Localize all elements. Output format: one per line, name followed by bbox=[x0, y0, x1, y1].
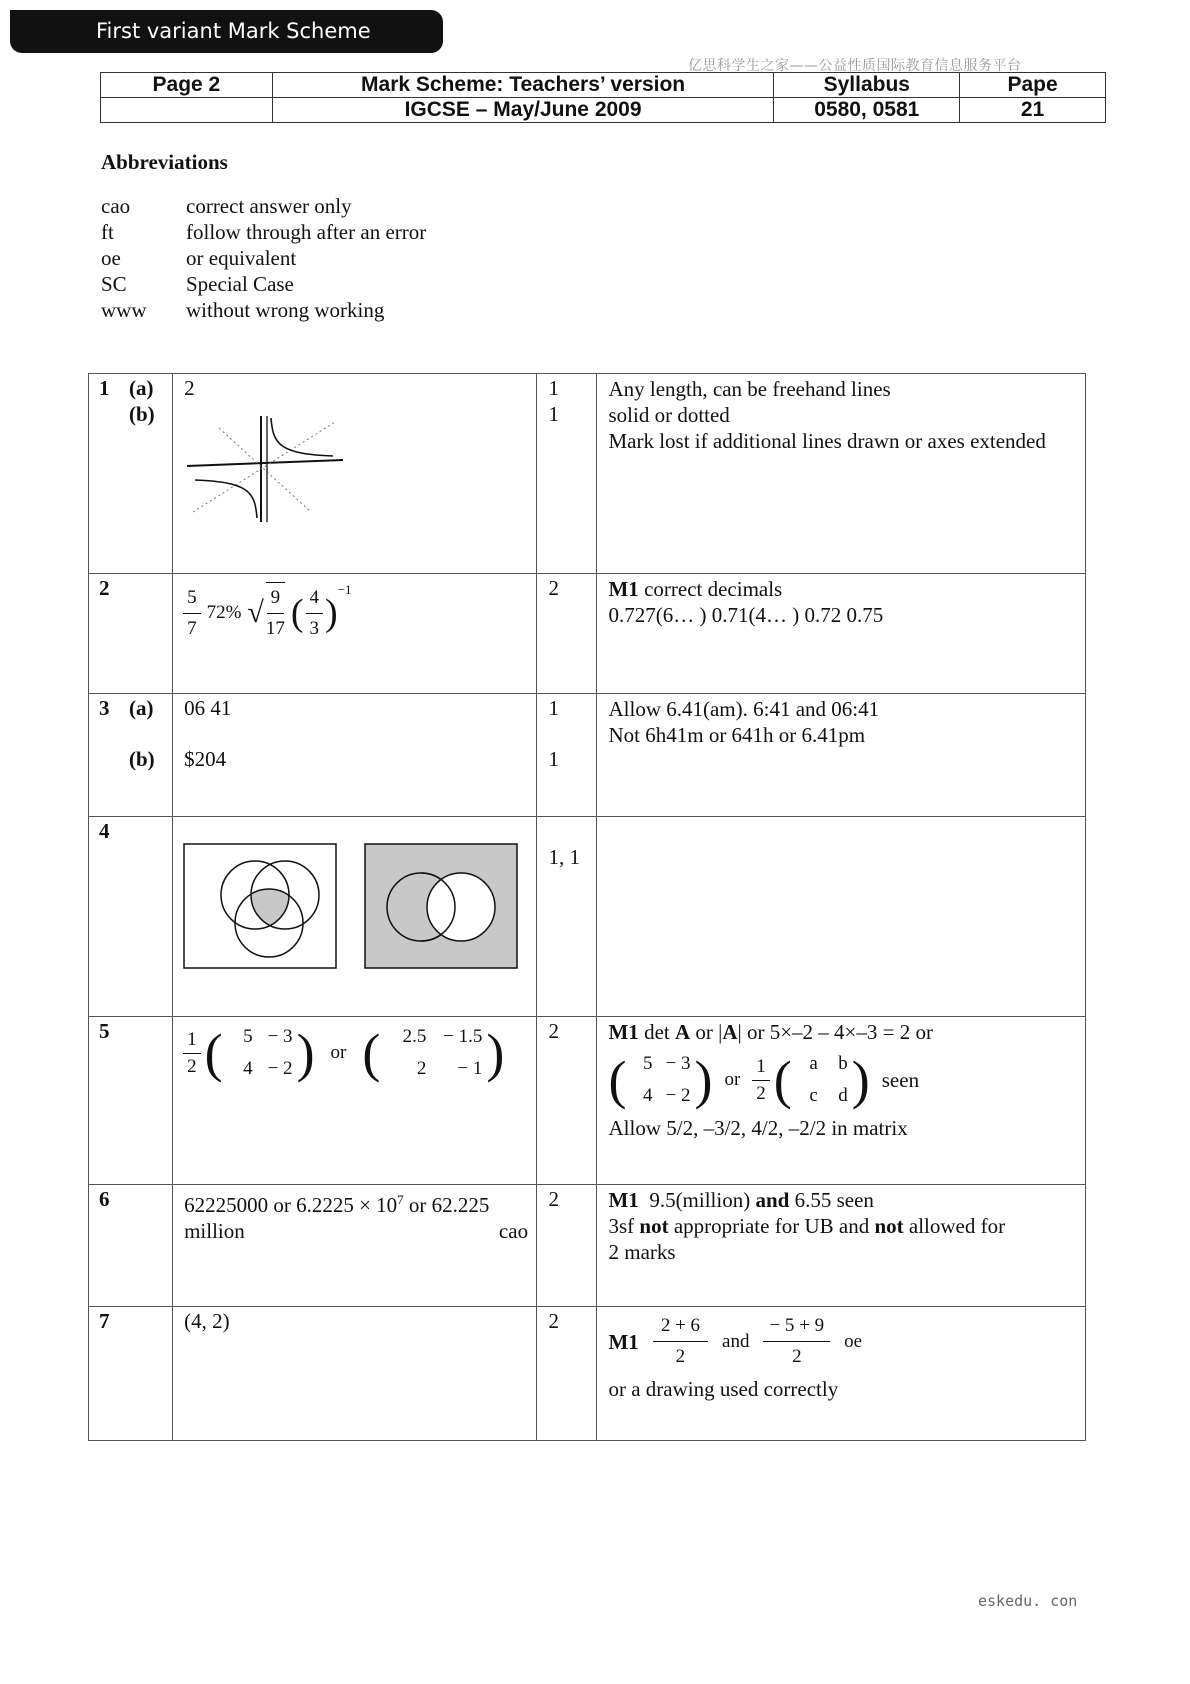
comment-line: or a drawing used correctly bbox=[608, 1377, 839, 1401]
fraction: $\frac{2 + 6}{2}$ bbox=[653, 1311, 708, 1372]
abbr-row bbox=[101, 245, 426, 271]
exam-session: IGCSE – May/June 2009 bbox=[272, 98, 774, 123]
question-number: 5 bbox=[99, 1019, 110, 1043]
abbr-value: or equivalent bbox=[186, 246, 297, 270]
comment-line: Any length, can be freehand lines bbox=[608, 377, 891, 401]
comment-cell bbox=[597, 374, 1086, 574]
comment-line: 2 marks bbox=[608, 1240, 676, 1264]
question-number: 4 bbox=[99, 819, 110, 843]
fraction: $\frac{5}{7}$ bbox=[183, 583, 201, 644]
variant-banner: First variant Mark Scheme bbox=[10, 10, 443, 53]
left-paren-icon: ( bbox=[290, 592, 304, 634]
left-paren-icon: ( bbox=[773, 1050, 792, 1110]
comment-cell bbox=[597, 574, 1086, 694]
comment-line: M1 9.5(million) and 6.55 seen bbox=[608, 1188, 874, 1212]
matrix: 5 − 3 4 − 2 bbox=[642, 1053, 691, 1106]
mark-cell bbox=[537, 1185, 597, 1307]
right-paren-icon: ) bbox=[325, 592, 338, 634]
order-answer bbox=[183, 582, 351, 644]
abbr-value: Special Case bbox=[186, 272, 294, 296]
left-paren-icon: ( bbox=[204, 1023, 223, 1083]
mark-cell bbox=[537, 1017, 597, 1185]
mark-value: 1, 1 bbox=[548, 845, 580, 869]
answer-cell bbox=[173, 694, 537, 817]
question-row-3 bbox=[89, 694, 1086, 817]
mark-value: 1 bbox=[548, 747, 559, 771]
question-row-4 bbox=[89, 817, 1086, 1017]
abbr-value: correct answer only bbox=[186, 194, 352, 218]
answer-cell bbox=[173, 1307, 537, 1441]
abbr-key: oe bbox=[101, 246, 121, 270]
mark-cell bbox=[537, 694, 597, 817]
comment-line: M1 det A or |A| or 5×–2 – 4×–3 = 2 or bbox=[608, 1020, 933, 1044]
mark-scheme-table bbox=[88, 373, 1086, 1441]
page-label: Page 2 bbox=[101, 73, 273, 98]
abbr-row bbox=[101, 271, 426, 297]
question-number: 2 bbox=[99, 576, 110, 600]
matrix: a b c d bbox=[809, 1053, 848, 1106]
header-empty bbox=[101, 98, 273, 123]
fraction: $\frac{1}{2}$ bbox=[752, 1054, 770, 1107]
abbr-value: follow through after an error bbox=[186, 220, 427, 244]
question-number: 6 bbox=[99, 1187, 110, 1211]
answer-cell bbox=[173, 574, 537, 694]
answer-cell bbox=[173, 817, 537, 1017]
mark-value: 1 bbox=[548, 376, 559, 400]
header-table bbox=[100, 72, 1106, 123]
right-paren-icon: ) bbox=[296, 1023, 315, 1083]
comment-cell bbox=[597, 1307, 1086, 1441]
mark-cell bbox=[537, 1307, 597, 1441]
fraction: $\frac{4}{3}$ bbox=[306, 583, 324, 644]
exponent: −1 bbox=[337, 582, 352, 597]
answer-text: 2 bbox=[184, 376, 195, 400]
part-label: (a) bbox=[129, 696, 154, 720]
question-number-cell bbox=[89, 374, 173, 574]
comment-line: Mark lost if additional lines drawn or axes extended bbox=[608, 429, 1046, 453]
abbr-key: SC bbox=[101, 272, 127, 296]
right-paren-icon: ) bbox=[851, 1050, 870, 1110]
comment-line: solid or dotted bbox=[608, 403, 730, 427]
mark-cell bbox=[537, 374, 597, 574]
venn-diagrams bbox=[183, 843, 523, 973]
syllabus-codes: 0580, 0581 bbox=[774, 98, 960, 123]
answer-cell bbox=[173, 1017, 537, 1185]
answer-line: million cao bbox=[184, 1219, 529, 1243]
abbr-row bbox=[101, 219, 426, 245]
question-number: 3 bbox=[99, 696, 110, 720]
comment-line: Allow 5/2, –3/2, 4/2, –2/2 in matrix bbox=[608, 1116, 908, 1140]
sqrt-icon: √ bbox=[247, 596, 264, 629]
question-number-cell bbox=[89, 574, 173, 694]
mark-cell bbox=[537, 817, 597, 1017]
answer-line: 62225000 or $6.2225 \times 10^7$ or 62.225 bbox=[184, 1192, 490, 1217]
comment-cell bbox=[597, 694, 1086, 817]
abbreviations-list bbox=[101, 193, 426, 323]
abbr-key: ft bbox=[101, 220, 114, 244]
question-number-cell bbox=[89, 1017, 173, 1185]
midpoint-formula: M1 $\frac{2 + 6}{2}$ and $\frac{- 5 + 9}{2}$ oe bbox=[608, 1311, 862, 1372]
mark-value: 1 bbox=[548, 696, 559, 720]
comment-line: Not 6h41m or 641h or 6.41pm bbox=[608, 723, 866, 747]
mark-value: 2 bbox=[548, 1019, 559, 1043]
left-paren-icon: ( bbox=[608, 1050, 627, 1110]
or-text: or bbox=[724, 1069, 741, 1090]
fraction: $\frac{9}{17}$ bbox=[266, 582, 285, 644]
answer-cell bbox=[173, 1185, 537, 1307]
hyperbola-sketch bbox=[183, 414, 353, 524]
fraction: $\frac{- 5 + 9}{2}$ bbox=[763, 1311, 830, 1372]
abbreviations-title: Abbreviations bbox=[101, 150, 228, 174]
comment-matrix-line bbox=[608, 1045, 1078, 1115]
footer-source: eskedu. con bbox=[978, 1592, 1078, 1610]
syllabus-label: Syllabus bbox=[774, 73, 960, 98]
question-row-2 bbox=[89, 574, 1086, 694]
part-label: (b) bbox=[129, 747, 155, 771]
inverse-matrix-answer bbox=[183, 1021, 504, 1085]
percent-value: 72% bbox=[206, 602, 242, 623]
comment-cell bbox=[597, 1185, 1086, 1307]
question-row-7 bbox=[89, 1307, 1086, 1441]
right-paren-icon: ) bbox=[486, 1023, 505, 1083]
mark-cell bbox=[537, 574, 597, 694]
mark-value: 2 bbox=[548, 1187, 559, 1211]
matrix: 2.5 − 1.5 2 − 1 bbox=[402, 1026, 483, 1079]
scheme-title: Mark Scheme: Teachers’ version bbox=[272, 73, 774, 98]
fraction: $\frac{1}{2}$ bbox=[183, 1027, 201, 1080]
comment-line: M1 correct decimals bbox=[608, 577, 783, 601]
question-row-6 bbox=[89, 1185, 1086, 1307]
left-paren-icon: ( bbox=[362, 1023, 381, 1083]
mark-value: 2 bbox=[548, 576, 559, 600]
watermark: 亿思科学生之家——公益性质国际教育信息服务平台 bbox=[688, 58, 1022, 74]
or-text: or bbox=[330, 1042, 347, 1063]
right-paren-icon: ) bbox=[694, 1050, 713, 1110]
question-number: 1 bbox=[99, 376, 110, 400]
question-number-cell bbox=[89, 1307, 173, 1441]
paper-number: 21 bbox=[960, 98, 1106, 123]
question-number: 7 bbox=[99, 1309, 110, 1333]
question-number-cell bbox=[89, 817, 173, 1017]
mark-value: 2 bbox=[548, 1309, 559, 1333]
abbr-key: www bbox=[101, 298, 147, 322]
answer-text: 06 41 bbox=[184, 696, 232, 720]
answer-cell bbox=[173, 374, 537, 574]
part-label: (a) bbox=[129, 376, 154, 400]
mark-value: 1 bbox=[548, 402, 559, 426]
question-row-1 bbox=[89, 374, 1086, 574]
seen-text: seen bbox=[881, 1068, 920, 1092]
comment-line: 0.727(6… ) 0.71(4… ) 0.72 0.75 bbox=[608, 603, 884, 627]
comment-line: 3sf not appropriate for UB and not allowed for bbox=[608, 1214, 1006, 1238]
paper-label: Pape bbox=[960, 73, 1106, 98]
comment-line: Allow 6.41(am). 6:41 and 06:41 bbox=[608, 697, 880, 721]
question-row-5 bbox=[89, 1017, 1086, 1185]
comment-cell bbox=[597, 1017, 1086, 1185]
comment-cell bbox=[597, 817, 1086, 1017]
part-label: (b) bbox=[129, 402, 155, 426]
question-number-cell bbox=[89, 694, 173, 817]
abbr-value: without wrong working bbox=[186, 298, 385, 322]
matrix: 5 − 3 4 − 2 bbox=[243, 1026, 293, 1079]
abbr-row bbox=[101, 297, 426, 323]
answer-text: $204 bbox=[184, 747, 227, 771]
abbr-key: cao bbox=[101, 194, 131, 218]
answer-text: (4, 2) bbox=[184, 1309, 230, 1333]
abbr-row bbox=[101, 193, 426, 219]
question-number-cell bbox=[89, 1185, 173, 1307]
